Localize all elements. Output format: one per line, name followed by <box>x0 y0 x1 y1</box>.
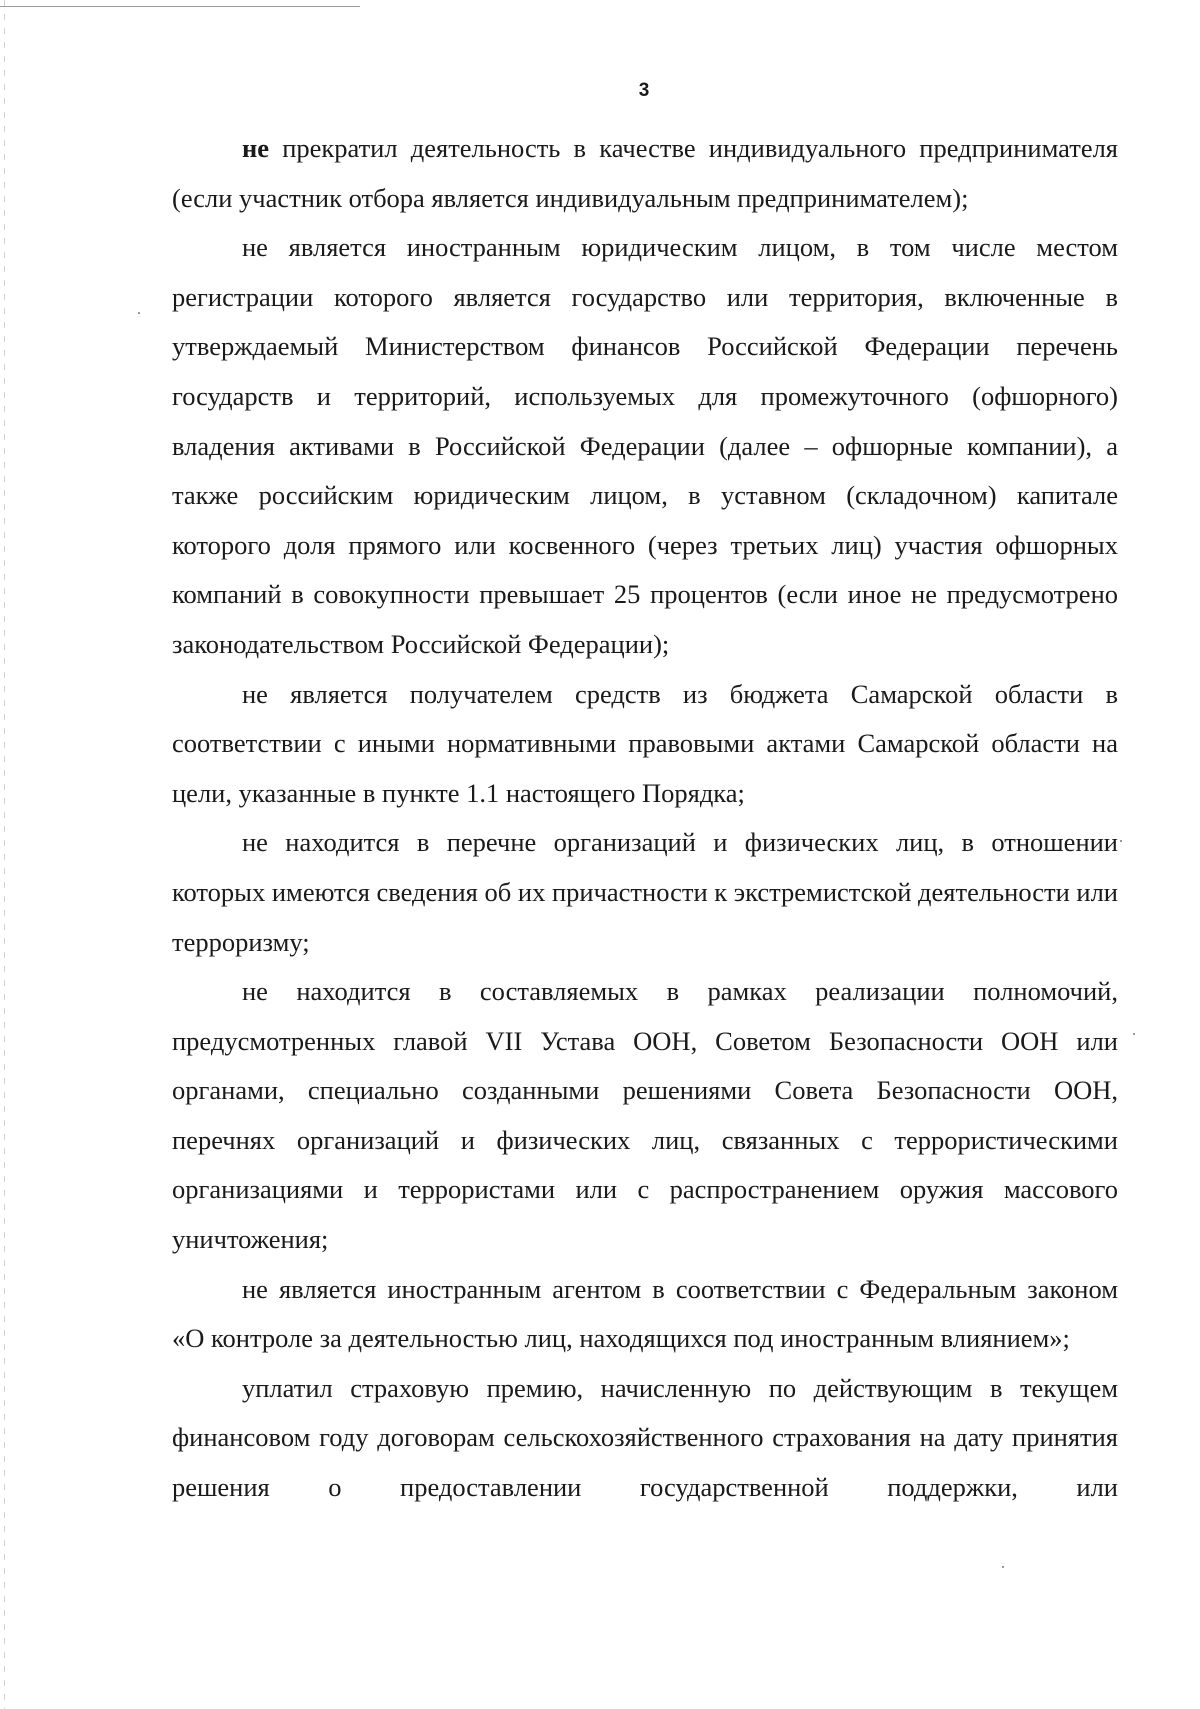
paragraph-3: не является получателем средств из бюджета Самарской области в соответствии с иными нормативными правовыми актами Самарской области на цели, указанные в пункте 1.1 настоящего Порядка; <box>172 678 1118 808</box>
paragraph-5: не находится в составляемых в рамках реализации полномочий, предусмотренных главой VII Устава ООН, Советом Безопасности ООН или органами, специально созданными решениями Совета Безопасности ООН, перечнях организаций и физических лиц, связанных с террористическими организациями и террористами или с распространением оружия массового уничтожения; <box>172 976 1118 1255</box>
paragraph-4: не находится в перечне организаций и физических лиц, в отношении которых имеются сведения об их причастности к экстремистской деятельности или терроризму; <box>172 827 1118 957</box>
paragraph-6: не является иностранным агентом в соответствии с Федеральным законом «О контроле за деятельностью лиц, находящихся под иностранным влиянием»; <box>172 1273 1118 1354</box>
document-body <box>172 124 1118 1513</box>
paragraph-1 <box>172 124 1118 223</box>
paragraph-1-lead: не <box>242 133 270 163</box>
scan-speck <box>1133 1033 1135 1035</box>
page-number: 3 <box>638 80 650 101</box>
paragraph-2: не является иностранным юридическим лицом, в том числе местом регистрации которого является государство или территория, включенные в утверждаемый Министерством финансов Российской Федерации перечень государств и территорий, используемых для промежуточного (офшорного) владения активами в Российской Федерации (далее – офшорные компании), а также российским юридическим лицом, в уставном (складочном) капитале которого доля прямого или косвенного (через третьих лиц) участия офшорных компаний в совокупности превышает 25 процентов (если иное не предусмотрено законодательством Российской Федерации); <box>172 232 1118 659</box>
scan-speck <box>1120 840 1122 842</box>
paragraph-7: уплатил страховую премию, начисленную по действующим в текущем финансовом году договорам сельскохозяйственного страхования на дату принятия решения о предоставлении государственной поддержки, или <box>172 1372 1118 1503</box>
scan-speck <box>1002 1566 1004 1568</box>
paragraph-1-text: прекратил деятельность в качестве индивидуального предпринимателя (если участник отбора является индивидуальным предпринимателем); <box>172 133 1118 213</box>
scan-speck <box>138 312 140 314</box>
scan-artifact-edge <box>4 0 5 1709</box>
scan-artifact-line <box>0 6 360 7</box>
